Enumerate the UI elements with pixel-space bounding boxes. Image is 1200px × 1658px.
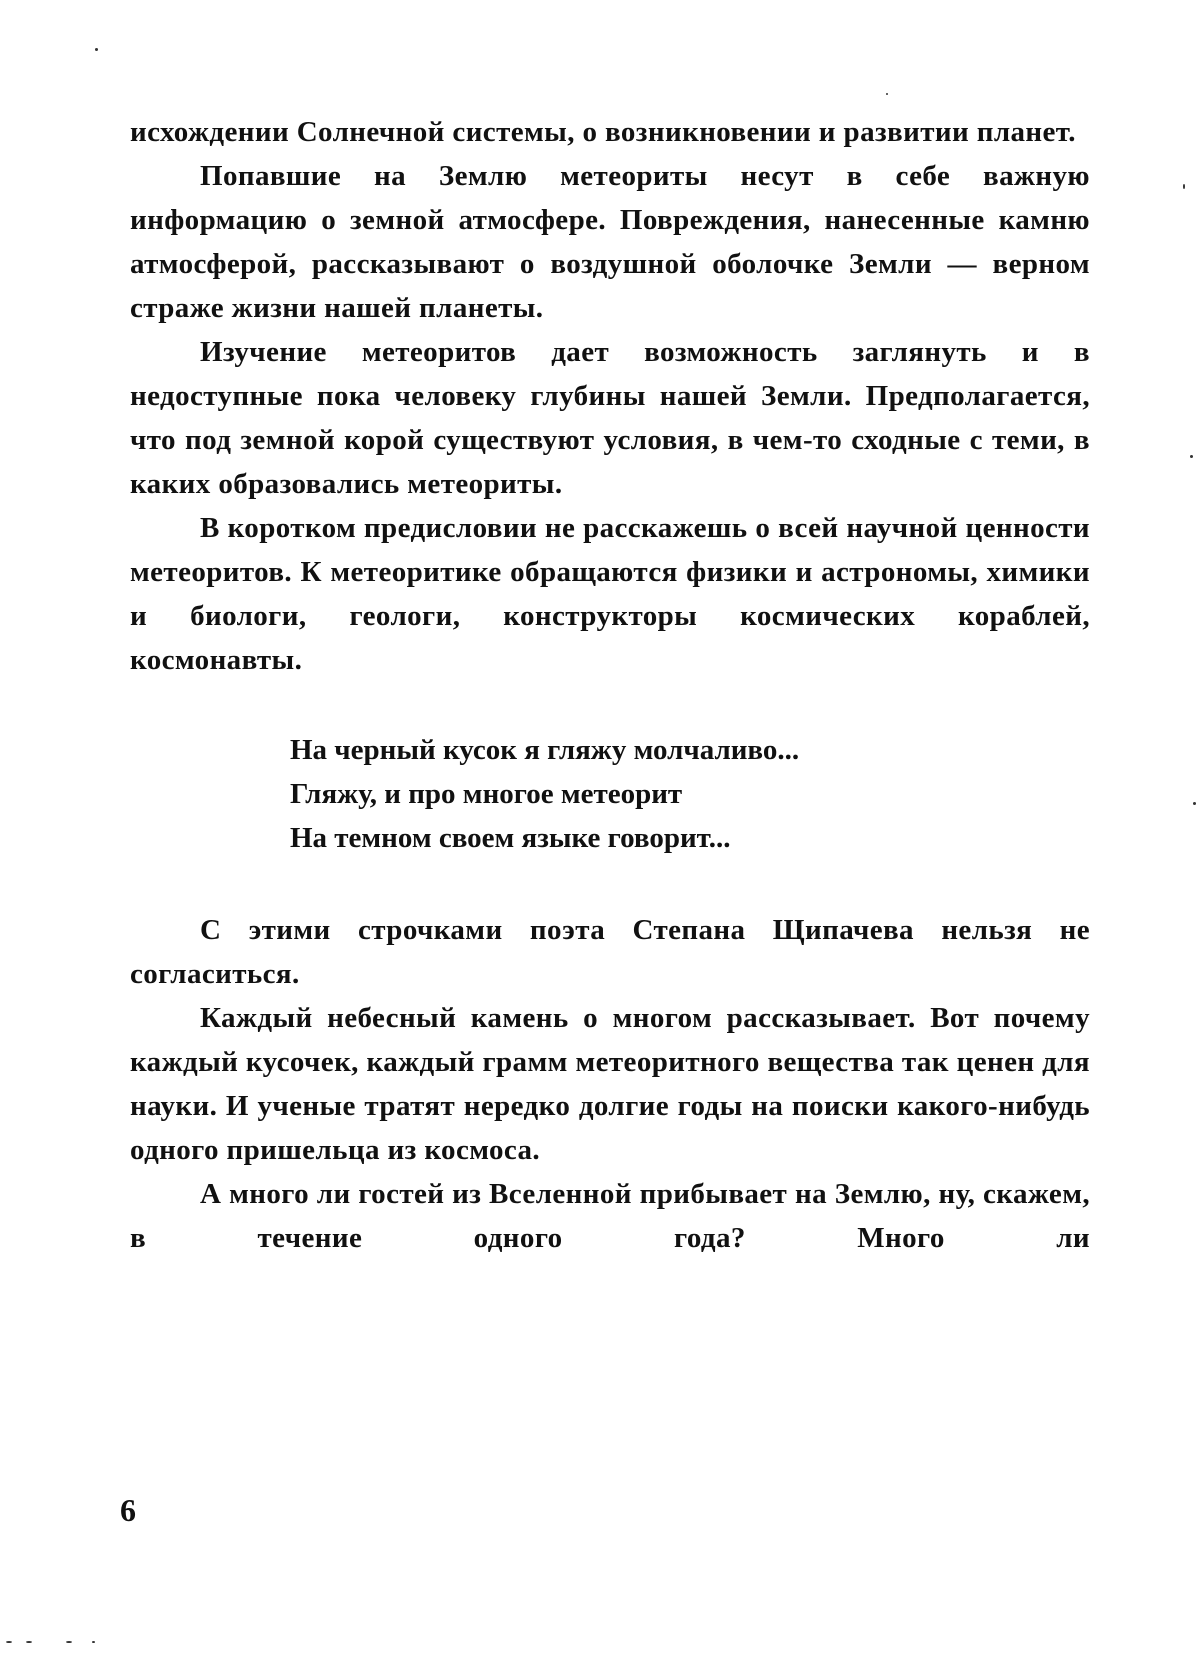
paragraph-earth-depths: Изучение метеоритов дает возможность заглянуть и в недоступные пока человеку глубины нашей Земли. Предполагается, что под земной корой существуют условия, в чем-то сходные с теми, в каких образовались метеориты. xyxy=(130,336,1090,500)
poem-line: Гляжу, и про многое метеорит xyxy=(290,778,683,810)
scan-speck xyxy=(26,1641,32,1643)
scan-speck xyxy=(1183,184,1185,189)
page-body xyxy=(130,110,1090,1260)
scan-speck xyxy=(6,1641,12,1643)
scan-speck xyxy=(66,1641,72,1643)
page-number: 6 xyxy=(120,1492,136,1528)
paragraph-scientific-value: В коротком предисловии не расскажешь о всей научной ценности метеоритов. К метеоритике обращаются физики и астрономы, химики и биологи, геологи, конструкторы космических кораблей, космонавты. xyxy=(130,512,1090,676)
scan-speck xyxy=(886,93,888,95)
scan-speck xyxy=(1193,802,1196,805)
paragraph-continuation: исхождении Солнечной системы, о возникновении и развитии планет. xyxy=(130,116,1076,148)
paragraph-guests-question: А много ли гостей из Вселенной прибывает на Землю, ну, скажем, в течение одного года? Много ли xyxy=(130,1178,1090,1254)
paragraph-each-stone: Каждый небесный камень о многом рассказывает. Вот почему каждый кусочек, каждый грамм метеоритного вещества так ценен для науки. И ученые тратят нередко долгие годы на поиски какого-нибудь одного пришельца из космоса. xyxy=(130,1002,1090,1166)
poem-line: На темном своем языке говорит... xyxy=(290,822,731,854)
paragraph-atmosphere: Попавшие на Землю метеориты несут в себе важную информацию о земной атмосфере. Повреждения, нанесенные камню атмосферой, рассказывают о воздушной оболочке Земли — верном страже жизни нашей планеты. xyxy=(130,160,1090,324)
poem-line: На черный кусок я гляжу молчаливо... xyxy=(290,734,800,766)
poem-quote xyxy=(290,728,1090,860)
scan-speck xyxy=(92,1641,95,1643)
scan-speck xyxy=(95,48,98,51)
scan-speck xyxy=(1190,455,1193,458)
paragraph-poet-reference: С этими строчками поэта Степана Щипачева нельзя не согласиться. xyxy=(130,914,1090,990)
